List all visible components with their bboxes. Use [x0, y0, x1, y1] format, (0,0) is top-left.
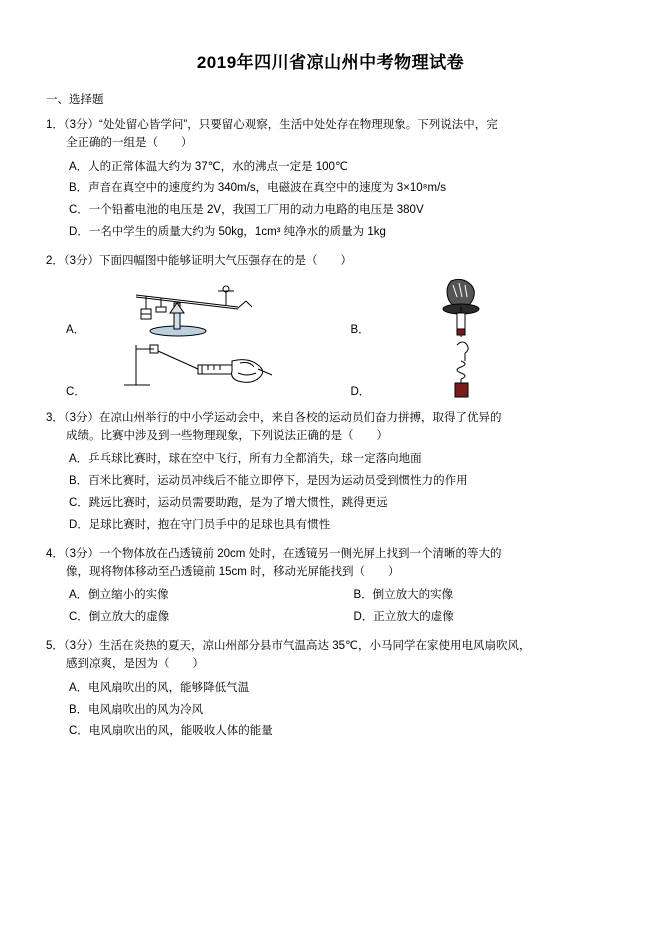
question-1 — [46, 117, 615, 244]
question-1-stem-line1: 1．（3分）“处处留心皆学问”，只要留心观察，生活中处处存在物理现象。下列说法中，完 — [46, 119, 498, 131]
question-1-stem-line2: 全正确的一组是（ ） — [66, 136, 193, 149]
option-c[interactable]: C．电风扇吹出的风，能吸收人体的能量 — [69, 725, 273, 738]
question-5-stem-line1: 5．（3分）生活在炎热的夏天，凉山州部分县市气温高达 35℃，小马同学在家使用电风扇吹风， — [46, 640, 531, 653]
question-3-options — [46, 449, 615, 536]
option-a[interactable]: A．倒立缩小的实像 — [69, 589, 169, 602]
option-d[interactable]: D．足球比赛时，抱在守门员手中的足球也具有惯性 — [69, 518, 331, 531]
option-a[interactable]: A．人的正常体温大约为 37℃，水的沸点一定是 100℃ — [69, 160, 348, 173]
question-5-stem — [46, 638, 615, 674]
option-c[interactable]: C．一个铅蓄电池的电压是 2V，我国工厂用的动力电路的电压是 380V — [69, 204, 424, 217]
option-c[interactable]: C．跳远比赛时，运动员需要助跑，是为了增大惯性，跳得更远 — [69, 497, 388, 510]
option-a[interactable]: A．乒乓球比赛时，球在空中飞行，所有力全都消失，球一定落向地面 — [69, 453, 422, 466]
page-title: 2019年四川省凉山州中考物理试卷 — [196, 53, 465, 72]
figure-a — [46, 277, 331, 339]
question-5-options — [46, 678, 615, 744]
figure-d — [331, 339, 616, 401]
question-5-stem-line2: 感到凉爽，是因为（ ） — [66, 657, 204, 670]
question-4-options-row2 — [46, 607, 615, 629]
figure-c-label: C． — [66, 385, 86, 398]
question-4-stem-line2: 像，现将物体移动至凸透镜前 15cm 时，移动光屏能找到（ ） — [66, 565, 400, 578]
figure-a-label: A． — [66, 323, 86, 336]
section-heading: 一、选择题 — [46, 94, 104, 106]
spring-scale-hand-icon — [106, 339, 276, 401]
hanging-weight-icon — [391, 339, 561, 401]
figure-b-label: B． — [350, 323, 370, 336]
option-c[interactable]: C．倒立放大的虚像 — [69, 611, 170, 624]
figure-c — [46, 339, 331, 401]
question-3 — [46, 410, 615, 537]
figure-b — [331, 277, 616, 339]
question-2-stem-line1: 2．（3分）下面四幅图中能够证明大气压强存在的是（ ） — [46, 255, 353, 267]
question-2 — [46, 253, 615, 401]
option-b[interactable]: B．声音在真空中的速度约为 340m/s，电磁波在真空中的速度为 3×10⁸m/s — [69, 182, 447, 195]
option-b[interactable]: B．百米比赛时，运动员冲线后不能立即停下，是因为运动员受到惯性力的作用 — [69, 475, 468, 488]
question-2-stem — [46, 253, 615, 271]
question-5 — [46, 638, 615, 743]
option-d[interactable]: D．正立放大的虚像 — [353, 611, 454, 624]
question-1-options — [46, 157, 615, 244]
question-4-stem — [46, 546, 615, 582]
question-4-options-row1 — [46, 585, 615, 607]
question-1-stem — [46, 117, 615, 153]
figure-d-label: D． — [350, 385, 371, 398]
question-3-stem-line1: 3．（3分）在凉山州举行的中小学运动会中，来自各校的运动员们奋力拼搏，取得了优异的 — [46, 411, 502, 424]
question-2-figures — [46, 277, 615, 401]
question-4 — [46, 546, 615, 629]
question-4-stem-line1: 4．（3分）一个物体放在凸透镜前 20cm 处时，在透镜另一侧光屏上找到一个清晰的等大的 — [46, 547, 502, 560]
question-4-options — [46, 585, 615, 629]
question-3-stem-line2: 成绩。比赛中涉及到一些物理现象，下列说法正确的是（ ） — [66, 429, 388, 442]
option-a[interactable]: A．电风扇吹出的风，能够降低气温 — [69, 681, 250, 694]
option-d[interactable]: D．一名中学生的质量大约为 50kg，1cm³ 纯净水的质量为 1kg — [69, 226, 386, 239]
option-b[interactable]: B．倒立放大的实像 — [353, 589, 454, 602]
question-3-stem — [46, 410, 615, 446]
lever-apparatus-icon — [106, 277, 276, 339]
option-b[interactable]: B．电风扇吹出的风为冷风 — [69, 703, 204, 716]
syringe-icon — [391, 277, 561, 339]
